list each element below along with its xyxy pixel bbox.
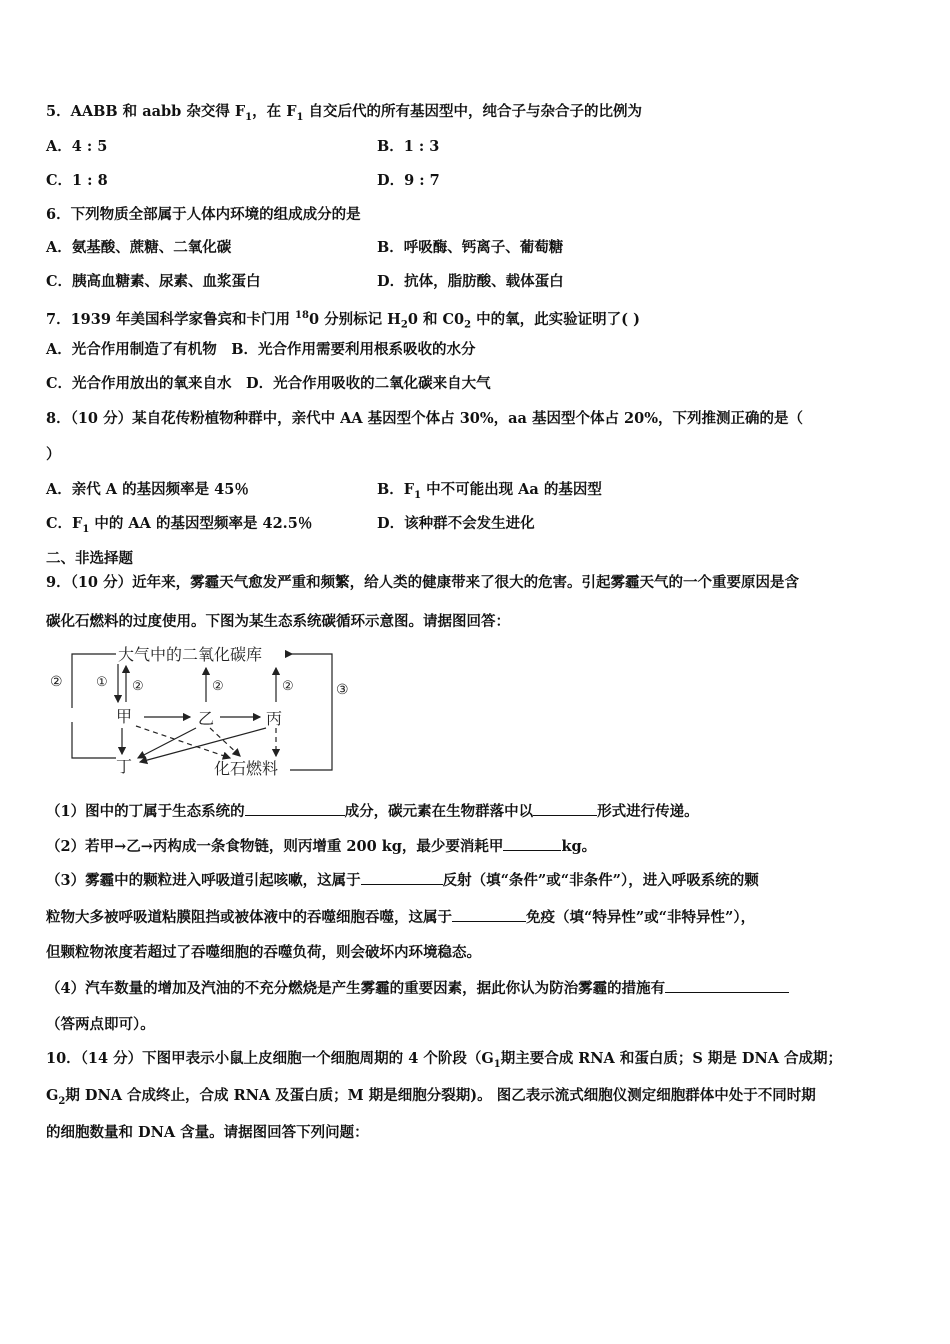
q5-stem [46, 102, 642, 128]
answer-blank-2[interactable] [533, 801, 597, 816]
q5-stem-c: 自交后代的所有基因型中，纯合子与杂合子的比例为 [303, 103, 642, 120]
q10-line1-sub: 1 [493, 1058, 501, 1070]
q8-option-c-b: 中的 AA 的基因型频率是 42.5％ [89, 515, 313, 532]
q10-line2-a: G [46, 1087, 59, 1104]
q9-part4 [46, 978, 789, 999]
q9-part4-tail: （答两点即可）。 [46, 1016, 155, 1033]
q10-line1 [46, 1049, 842, 1075]
q7-stem-b: 0 分别标记 H [308, 310, 401, 328]
q5-option-c: C．1 : 8 [46, 172, 108, 189]
right-loop [290, 654, 332, 770]
q8-option-a: A．亲代 A 的基因频率是 45％ [46, 481, 249, 498]
q9-part3-line2 [46, 907, 755, 928]
q10-line1-a: 10．（14 分）下图甲表示小鼠上皮细胞一个细胞周期的 4 个阶段（G [46, 1050, 494, 1067]
q9-part1-c: 形式进行传递。 [597, 803, 699, 820]
q5-sub1: 1 [245, 111, 253, 123]
q7-sub2: 2 [464, 319, 472, 331]
q7-stem-d: 中的氧，此实验证明了( ) [471, 310, 640, 328]
arrow-bing-to-ding [140, 728, 266, 762]
q6-option-a: A．氨基酸、蔗糖、二氧化碳 [46, 239, 232, 256]
q8-option-b-a: B．F [377, 481, 415, 498]
circle-3: ③ [336, 682, 349, 698]
q10-line2 [46, 1086, 816, 1112]
section-heading: 二、非选择题 [46, 550, 133, 567]
q7-sub1: 2 [400, 319, 408, 331]
q7-stem [46, 306, 640, 336]
q5-option-d: D．9 : 7 [377, 172, 440, 189]
q7-options-row2: C．光合作用放出的氧来自水 D．光合作用吸收的二氧化碳来自大气 [46, 375, 491, 392]
q10-line1-b: 期主要合成 RNA 和蛋白质；S 期是 DNA 合成期； [500, 1050, 843, 1067]
q6-option-c: C．胰高血糖素、尿素、血浆蛋白 [46, 273, 261, 290]
q9-part4-a: （4）汽车数量的增加及汽油的不充分燃烧是产生雾霾的重要因素，据此你认为防治雾霾的措施有 [46, 980, 666, 997]
q8-stem: 8．（10 分）某自花传粉植物种群中，亲代中 AA 基因型个体占 30%，aa 基因型个体占 20%，下列推测正确的是（ [46, 410, 804, 427]
q9-part3-d: 免疫（填“特异性”或“非特异性”）， [526, 909, 756, 926]
q5-option-a: A．4 : 5 [46, 138, 108, 155]
q9-part2-b: kg。 [561, 838, 597, 855]
q6-option-b: B．呼吸酶、钙离子、葡萄糖 [377, 239, 564, 256]
answer-blank-1[interactable] [245, 801, 345, 816]
answer-blank-3[interactable] [503, 836, 561, 851]
q9-stem-line1: 9．（10 分）近年来，雾霾天气愈发严重和频繁，给人类的健康带来了很大的危害。引起雾霾天气的一个重要原因是含 [46, 574, 800, 591]
q7-options-row1: A．光合作用制造了有机物 B．光合作用需要利用根系吸收的水分 [46, 341, 476, 358]
circle-2-bing: ② [282, 679, 294, 694]
q8-option-b [377, 480, 602, 506]
q8-option-b-b: 中不可能出现 Aa 的基因型 [421, 481, 602, 498]
q6-stem: 6．下列物质全部属于人体内环境的组成成分的是 [46, 206, 361, 223]
node-fossil: 化石燃料 [214, 759, 279, 778]
q9-part1-b: 成分，碳元素在生物群落中以 [344, 803, 534, 820]
q5-stem-b: ，在 F [252, 103, 297, 120]
q9-part1 [46, 801, 699, 822]
answer-blank-6[interactable] [665, 978, 789, 993]
q8-option-c-a: C．F [46, 515, 83, 532]
atmosphere-label: 大气中的二氧化碳库 [118, 645, 263, 664]
q8-option-c [46, 514, 312, 540]
q9-part3-c: 粒物大多被呼吸道粘膜阻挡或被体液中的吞噬细胞吞噬，这属于 [46, 909, 452, 926]
q10-line2-sub: 2 [58, 1095, 66, 1107]
q8-stem-tail: ） [46, 446, 61, 463]
q5-number: 5． [46, 103, 71, 120]
q5-stem-a: AABB 和 aabb 杂交得 F [70, 103, 246, 120]
circle-1: ① [96, 675, 108, 690]
q5-option-b: B．1 : 3 [377, 138, 440, 155]
q9-part3-a: （3）雾霾中的颗粒进入呼吸道引起咳嗽，这属于 [46, 872, 361, 889]
circle-2-jia: ② [132, 679, 144, 694]
q9-part1-a: （1）图中的丁属于生态系统的 [46, 803, 245, 820]
q10-line3: 的细胞数量和 DNA 含量。请据图回答下列问题： [46, 1124, 369, 1141]
q9-part3-line3: 但颗粒物浓度若超过了吞噬细胞的吞噬负荷，则会破坏内环境稳态。 [46, 944, 481, 961]
node-bing: 丙 [266, 709, 283, 728]
q7-stem-a: 7．1939 年美国科学家鲁宾和卡门用 [46, 310, 296, 328]
left-loop-bottom [72, 722, 116, 758]
q8-option-b-sub: 1 [414, 489, 422, 501]
q6-option-d: D．抗体，脂肪酸、载体蛋白 [377, 273, 564, 290]
carbon-cycle-diagram [44, 638, 364, 780]
q9-part3-b: 反射（填“条件”或“非条件”），进入呼吸系统的颗 [442, 872, 759, 889]
answer-blank-5[interactable] [452, 907, 526, 922]
node-ding: 丁 [116, 757, 133, 776]
circle-2-left: ② [50, 674, 63, 690]
circle-2-yi: ② [212, 679, 224, 694]
node-jia: 甲 [116, 707, 133, 726]
q9-stem-line2: 碳化石燃料的过度使用。下图为某生态系统碳循环示意图。请据图回答： [46, 613, 510, 630]
q9-part2-a: （2）若甲→乙→丙构成一条食物链，则丙增重 200 kg，最少要消耗甲 [46, 838, 504, 855]
answer-blank-4[interactable] [361, 870, 443, 885]
q5-sub2: 1 [296, 111, 304, 123]
left-loop-top [72, 654, 116, 708]
q7-stem-c: 0 和 C0 [407, 310, 465, 328]
q7-sup: 18 [295, 310, 309, 321]
q9-part3-line1 [46, 870, 759, 891]
q10-line2-b: 期 DNA 合成终止，合成 RNA 及蛋白质；M 期是细胞分裂期)。 图乙表示流式细胞仪测定细胞群体中处于不同时期 [65, 1087, 816, 1104]
q8-option-d: D．该种群不会发生进化 [377, 515, 535, 532]
q8-option-c-sub: 1 [82, 523, 90, 535]
node-yi: 乙 [198, 709, 215, 728]
q9-part2 [46, 836, 596, 857]
